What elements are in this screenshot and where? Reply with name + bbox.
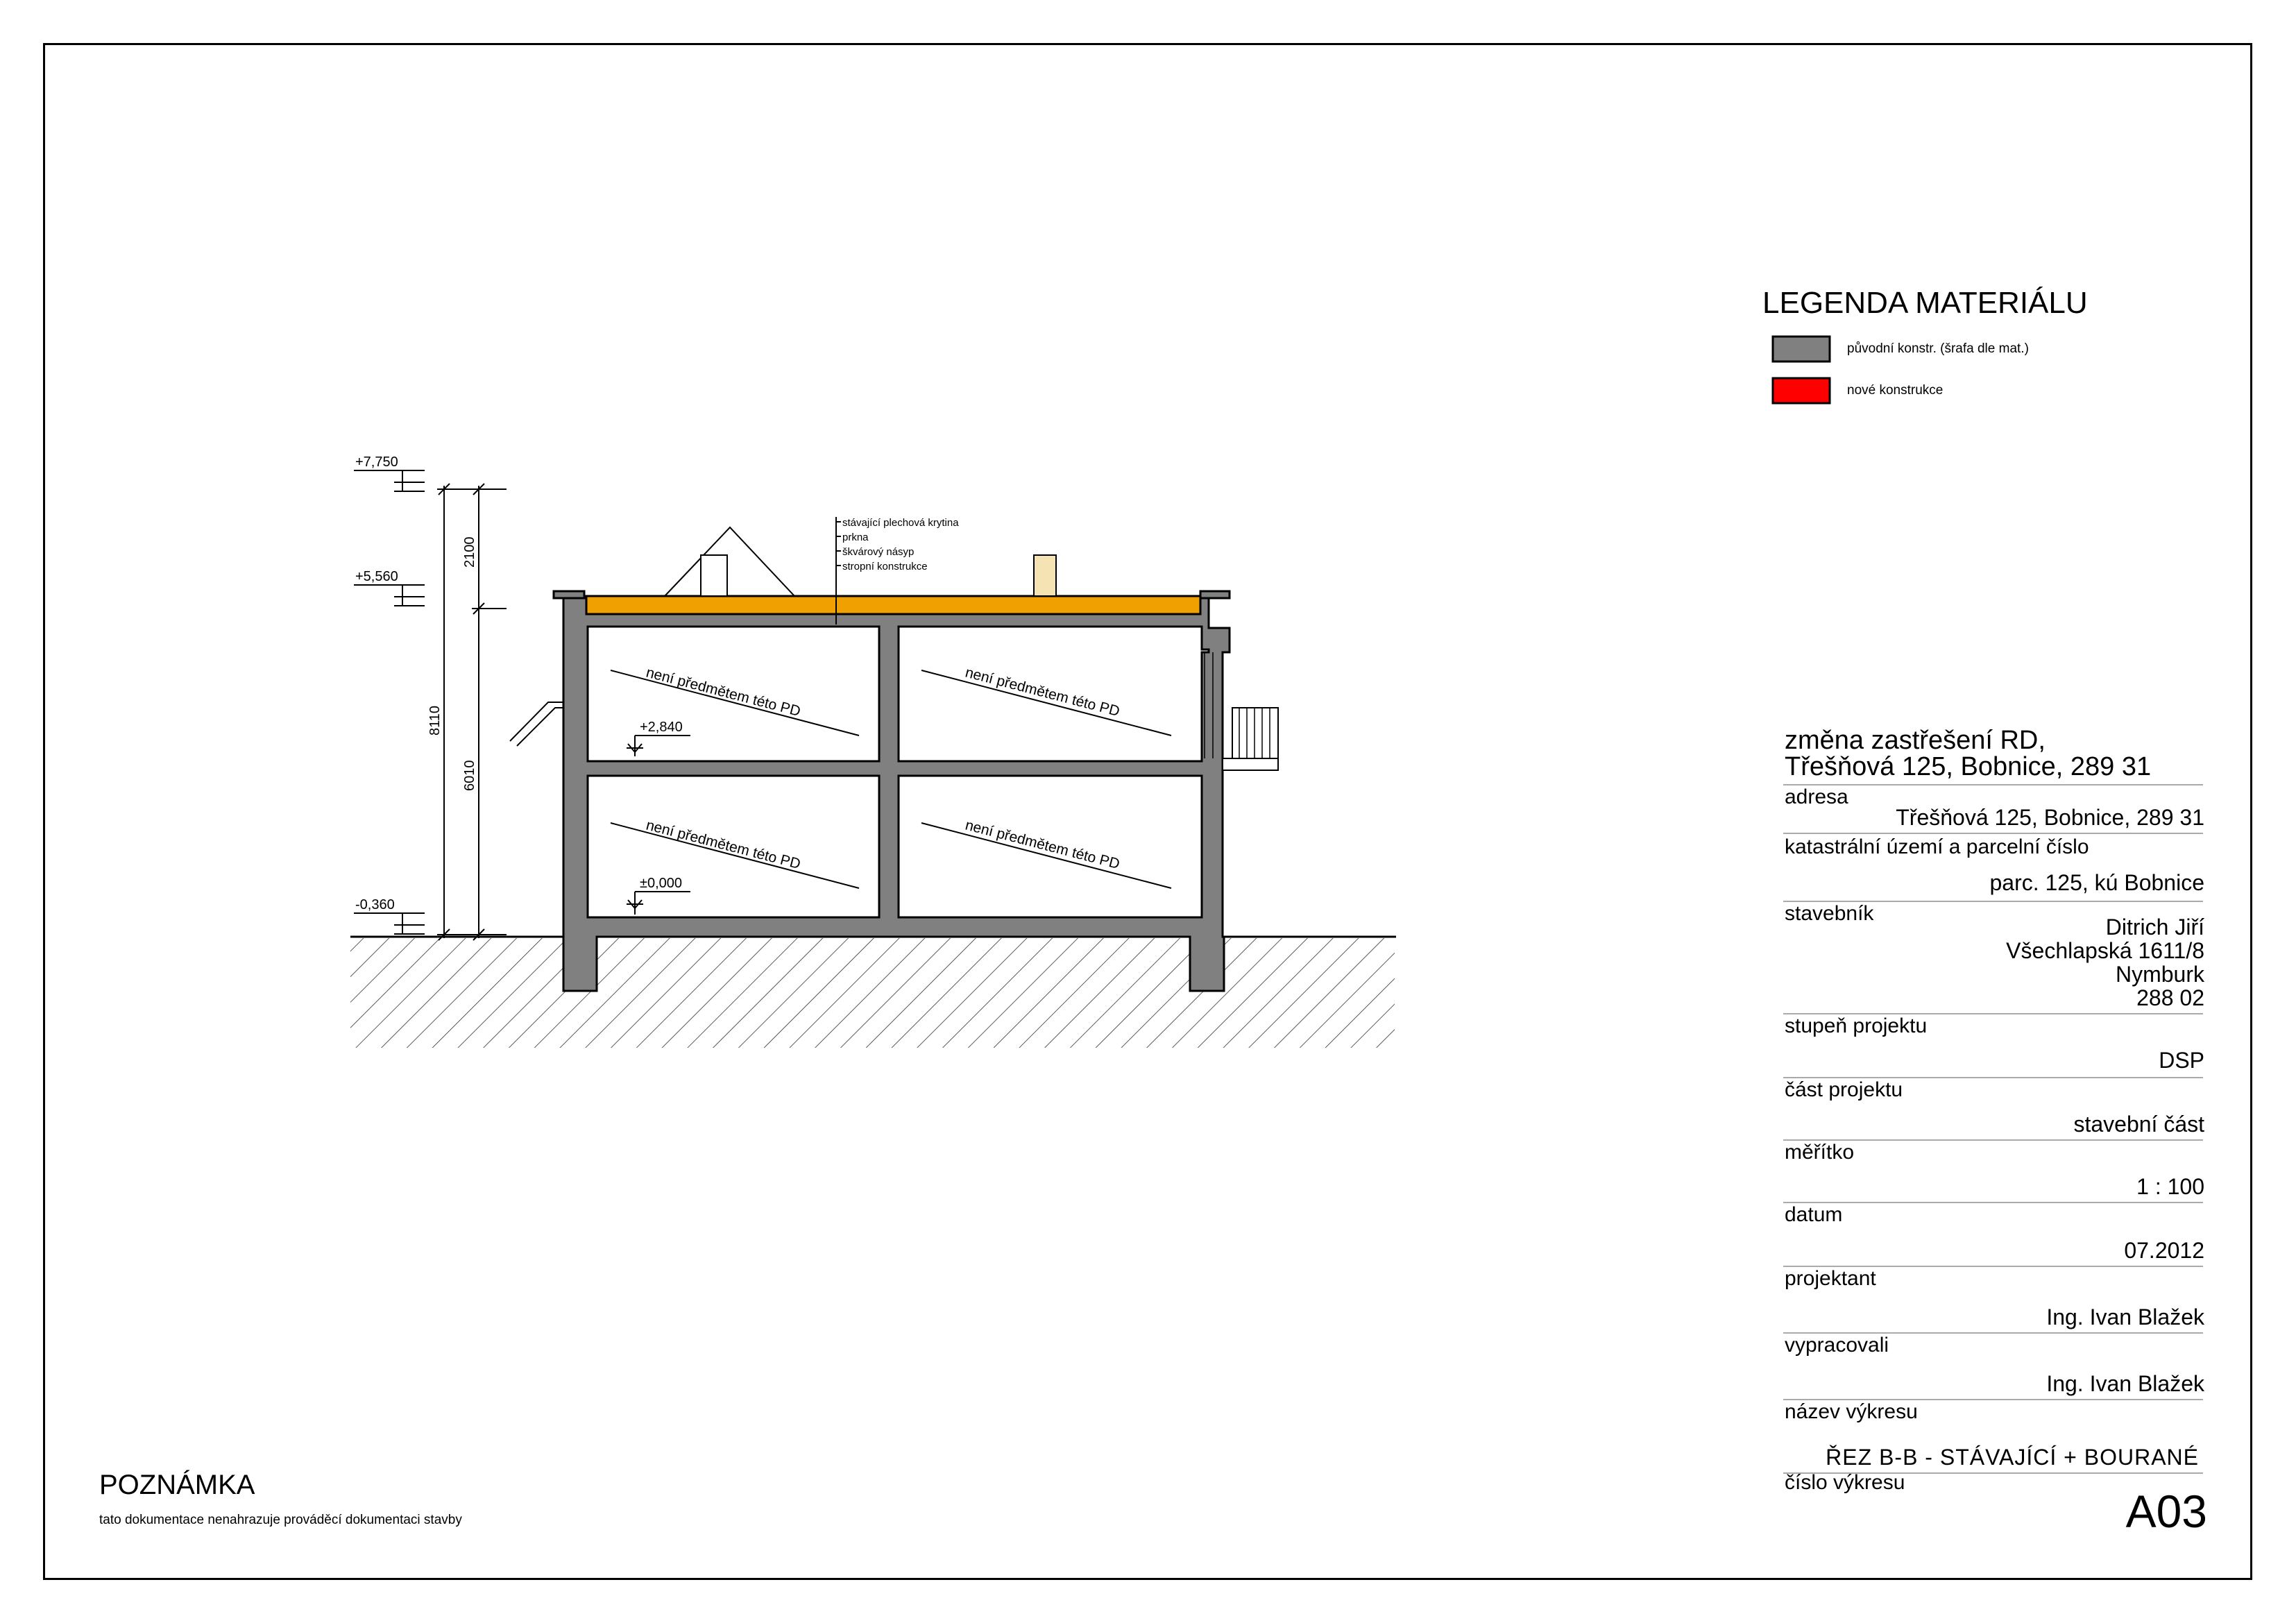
legend-swatch-new	[1773, 378, 1830, 403]
cadastre-value: parc. 125, kú Bobnice	[1989, 870, 2204, 895]
drawing-number-label: číslo výkresu	[1785, 1471, 1905, 1494]
dim-total-label: 8110	[427, 705, 443, 736]
existing-structure	[563, 598, 1230, 991]
tb-rule	[1783, 1202, 2203, 1203]
drawing-name-label: název výkresu	[1785, 1400, 1918, 1423]
project-title-1: změna zastřešení RD,	[1785, 726, 2046, 755]
note-text: tato dokumentace nenahrazuje prováděcí dokumentaci stavby	[99, 1513, 462, 1527]
roof-layer-2: prkna	[842, 532, 869, 543]
chimney-left	[701, 555, 727, 596]
right-cornice	[1200, 591, 1230, 598]
ground-hatch	[350, 938, 1395, 1048]
part-value: stavební část	[2073, 1112, 2204, 1137]
part-label: část projektu	[1785, 1078, 1903, 1101]
roof-layer-1: stávající plechová krytina	[842, 517, 959, 529]
legend-title: LEGENDA MATERIÁLU	[1762, 286, 2088, 320]
drawing-name-value: ŘEZ B-B - STÁVAJÍCÍ + BOURANÉ	[1826, 1445, 2199, 1470]
level-floor1-label: ±0,000	[640, 876, 683, 891]
builder-line-2: Všechlapská 1611/8	[2006, 938, 2204, 963]
dim-lower-label: 6010	[462, 760, 477, 791]
left-cornice	[554, 591, 584, 598]
project-title-2: Třešňová 125, Bobnice, 289 31	[1785, 752, 2152, 781]
builder-line-1: Ditrich Jiří	[2105, 915, 2204, 940]
room-note-1: není předmětem této PD	[644, 664, 803, 720]
room-note-4: není předmětem této PD	[963, 817, 1122, 873]
designer-label: projektant	[1785, 1267, 1876, 1290]
prepared-label: vypracovali	[1785, 1334, 1889, 1357]
room-note-3: není předmětem této PD	[644, 817, 803, 873]
legend-item-new: nové konstrukce	[1847, 383, 1944, 398]
cadastre-label: katastrální území a parcelní číslo	[1785, 835, 2089, 858]
level-terrain-label: -0,360	[355, 897, 395, 912]
stage-value: DSP	[2159, 1048, 2204, 1073]
date-value: 07.2012	[2124, 1238, 2204, 1263]
level-marks-left	[354, 470, 425, 934]
scale-label: měřítko	[1785, 1141, 1855, 1164]
level-top-label: +7,750	[355, 454, 398, 470]
level-eave-label: +5,560	[355, 569, 398, 584]
dim-upper-label: 2100	[462, 536, 477, 568]
address-label: adresa	[1785, 785, 1848, 808]
builder-label: stavebník	[1785, 902, 1874, 925]
drawing-number-value: A03	[2125, 1486, 2207, 1537]
level-mark-floor2	[627, 736, 690, 756]
roof-layers	[586, 596, 1200, 614]
tb-rule	[1783, 833, 2203, 834]
designer-value: Ing. Ivan Blažek	[2046, 1305, 2204, 1329]
room-strike-4	[921, 823, 1171, 888]
roof-layer-4: stropní konstrukce	[842, 561, 928, 572]
builder-line-3: Nymburk	[2115, 962, 2204, 987]
legend-swatch-existing	[1773, 337, 1830, 362]
legend-item-existing: původní konstr. (šrafa dle mat.)	[1847, 341, 2029, 356]
chimney-right	[1034, 555, 1056, 596]
stage-label: stupeň projektu	[1785, 1014, 1928, 1037]
builder-line-4: 288 02	[2136, 985, 2204, 1010]
roof-layer-3: škvárový násyp	[842, 546, 915, 558]
prepared-value: Ing. Ivan Blažek	[2046, 1371, 2204, 1396]
level-mark-floor1	[627, 892, 690, 915]
room-strike-2	[921, 670, 1171, 736]
address-value: Třešňová 125, Bobnice, 289 31	[1896, 805, 2204, 830]
date-label: datum	[1785, 1203, 1843, 1226]
old-roof-outline	[665, 527, 794, 596]
note-title: POZNÁMKA	[99, 1470, 255, 1500]
room-note-2: není předmětem této PD	[963, 664, 1122, 720]
scale-value: 1 : 100	[2136, 1174, 2204, 1199]
level-floor2-label: +2,840	[640, 720, 683, 735]
